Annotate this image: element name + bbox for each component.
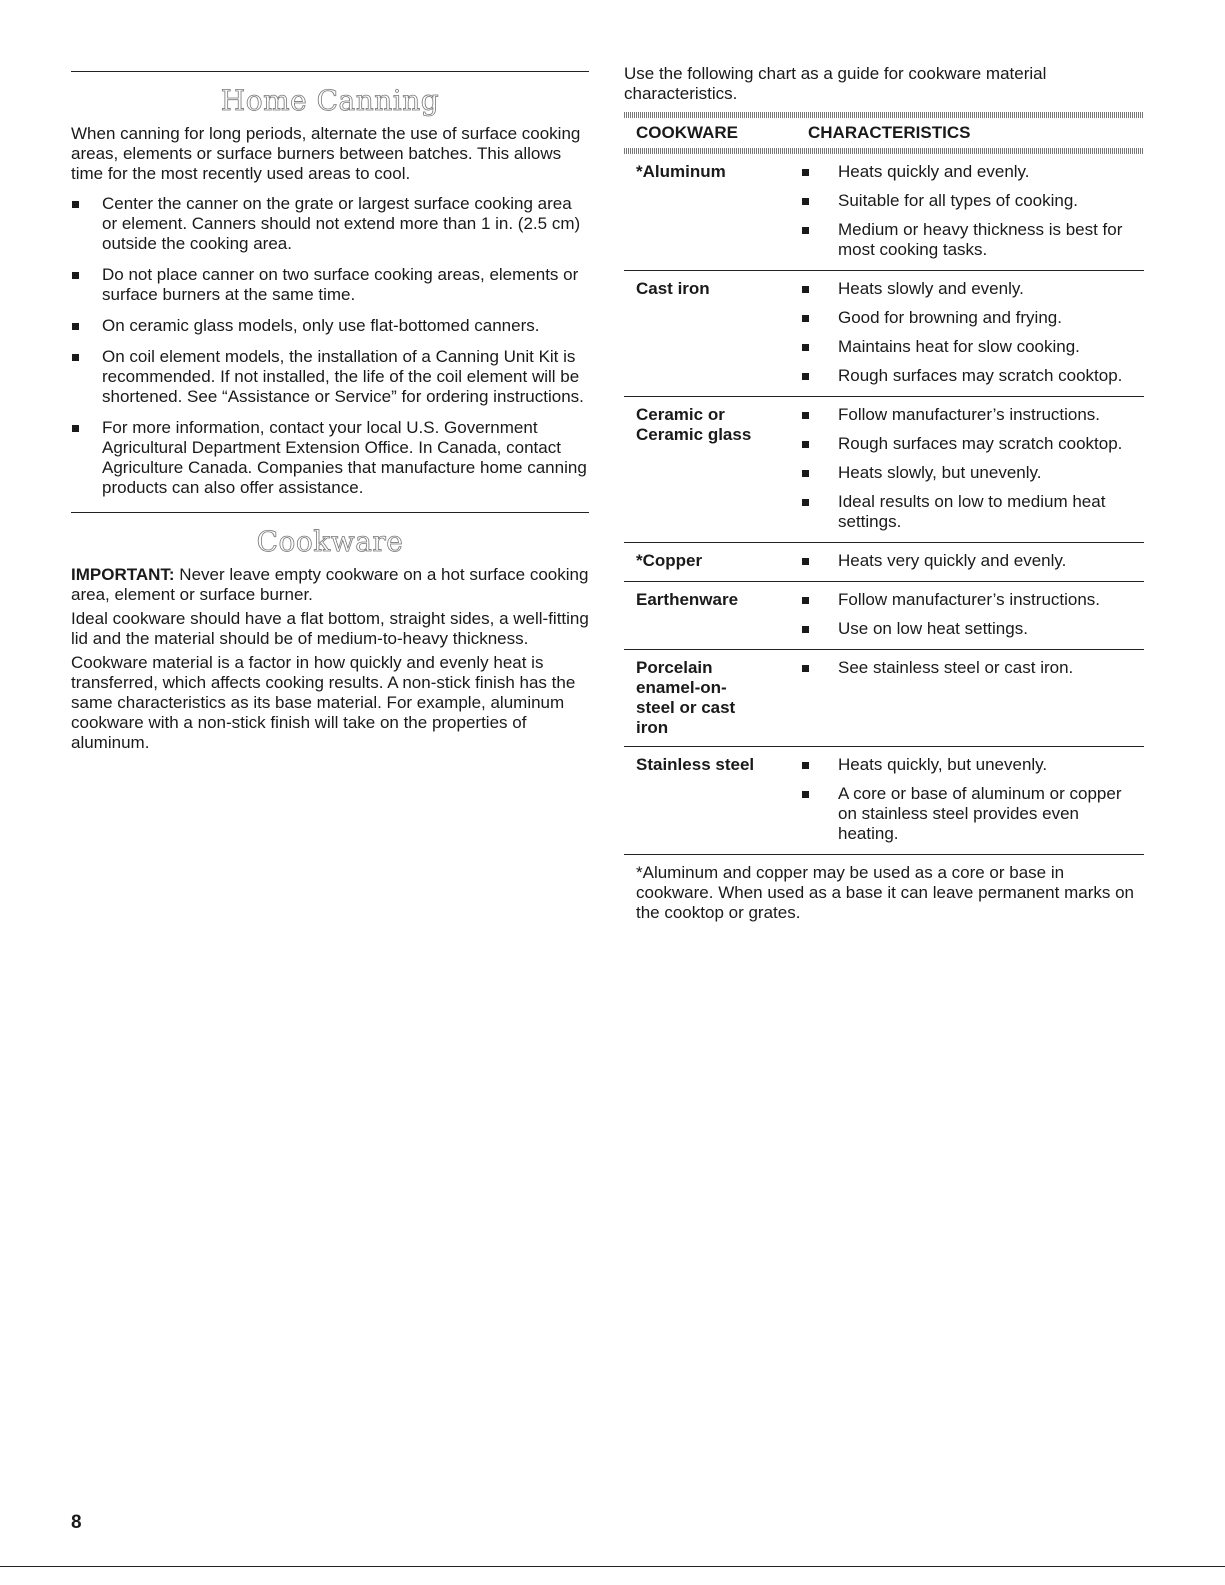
characteristics-list [814,590,1144,641]
home-canning-title: Home Canning [220,84,440,117]
cookware-name: *Aluminum [636,162,726,181]
bottom-rule [0,1566,1225,1567]
list-item: Rough surfaces may scratch cooktop. [826,366,1144,386]
table-row [624,271,1144,397]
list-item: On coil element models, the installation of a Canning Unit Kit is recommended. If not installed, the life of the coil element will be shortened. See “Assistance or Service” for ordering instructions. [71,347,589,407]
table-row [624,747,1144,855]
characteristics-list [814,755,1144,846]
list-item: For more information, contact your local U.S. Government Agricultural Department Extension Office. In Canada, contact Agriculture Canada. Companies that manufacture home canning products can also offer assistance. [71,418,589,498]
list-item: Heats slowly, but unevenly. [826,463,1144,483]
table-row [624,582,1144,650]
cookware-name: *Copper [636,551,703,570]
list-item: Do not place canner on two surface cooking areas, elements or surface burners at the same time. [71,265,589,305]
table-footnote: *Aluminum and copper may be used as a core or base in cookware. When used as a base it can leave permanent marks on the cooktop or grates. [636,863,1134,922]
cookware-name: Ceramic or Ceramic glass [636,405,752,444]
list-item: Follow manufacturer’s instructions. [826,405,1144,425]
characteristics-list [814,162,1144,262]
characteristics-list [814,658,1144,738]
cookware-paragraph: Ideal cookware should have a flat bottom, straight sides, a well-fitting lid and the material should be of medium-to-heavy thickness. [71,609,589,648]
list-item: Heats slowly and evenly. [826,279,1144,299]
important-label: IMPORTANT: [71,565,175,584]
chart-intro: Use the following chart as a guide for cookware material characteristics. [624,64,1047,103]
list-item: On ceramic glass models, only use flat-bottomed canners. [71,316,589,336]
left-column [71,71,589,757]
list-item: Center the canner on the grate or largest surface cooking area or element. Canners should not extend more than 1 in. (2.5 cm) outside the cooking area. [71,194,589,254]
table-row [624,397,1144,543]
cookware-name: Stainless steel [636,755,755,774]
list-item: Use on low heat settings. [826,619,1144,639]
section-divider [71,512,589,513]
list-item: Heats quickly and evenly. [826,162,1144,182]
list-item: Medium or heavy thickness is best for most cooking tasks. [826,220,1144,260]
list-item: Good for browning and frying. [826,308,1144,328]
top-rule [71,71,589,72]
header-characteristics: CHARACTERISTICS [808,123,971,142]
characteristics-list [814,279,1144,388]
list-item: See stainless steel or cast iron. [826,658,1144,678]
list-item: Rough surfaces may scratch cooktop. [826,434,1144,454]
table-row [624,650,1144,747]
table-header [624,118,1144,148]
important-note [71,565,589,605]
home-canning-list [71,194,589,498]
right-column [624,64,1144,923]
header-cookware: COOKWARE [636,123,738,142]
list-item: Heats very quickly and evenly. [826,551,1144,571]
list-item: Heats quickly, but unevenly. [826,755,1144,775]
list-item: Suitable for all types of cooking. [826,191,1144,211]
list-item: Maintains heat for slow cooking. [826,337,1144,357]
important-text: Never leave empty cookware on a hot surface cooking area, element or surface burner. [71,565,589,604]
home-canning-intro: When canning for long periods, alternate the use of surface cooking areas, elements or surface burners between batches. This allows time for the most recently used areas to cool. [71,124,581,183]
list-item: Follow manufacturer’s instructions. [826,590,1144,610]
table-row [624,154,1144,271]
page-number: 8 [71,1512,82,1533]
cookware-name: Porcelain enamel-on-steel or cast iron [636,658,736,737]
table-row [624,543,1144,582]
cookware-name: Cast iron [636,279,710,298]
cookware-title: Cookware [256,525,404,558]
characteristics-list [814,551,1144,573]
characteristics-list [814,405,1144,534]
list-item: Ideal results on low to medium heat settings. [826,492,1144,532]
list-item: A core or base of aluminum or copper on stainless steel provides even heating. [826,784,1144,844]
cookware-name: Earthenware [636,590,739,609]
cookware-paragraph: Cookware material is a factor in how quickly and evenly heat is transferred, which affects cooking results. A non-stick finish has the same characteristics as its base material. For example, aluminum cookware with a non-stick finish will take on the properties of aluminum. [71,653,576,752]
